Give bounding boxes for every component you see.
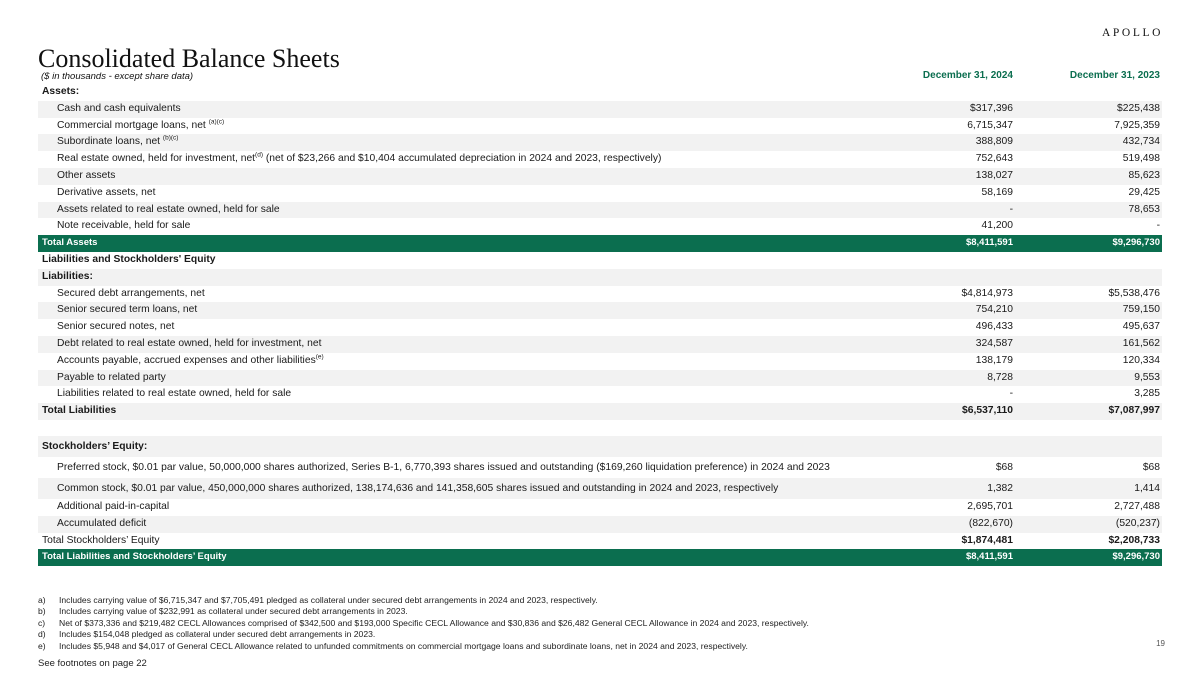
table-row — [38, 436, 1162, 457]
row-label-text: Preferred stock, $0.01 par value, 50,000,000 shares authorized, Series B-1, 6,770,393 shares issued and outstanding ($169,260 liquidation preference) in 2024 and 2023 — [57, 461, 830, 473]
footnotes — [38, 595, 809, 652]
row-label-continuation: (net of $23,266 and $10,404 accumulated depreciation in 2024 and 2023, respectively) — [263, 153, 662, 165]
row-label-text: Total Stockholders’ Equity — [42, 534, 160, 546]
value-2024: 2,695,701 — [967, 500, 1013, 512]
row-label — [38, 370, 875, 387]
row-label-text: Accumulated deficit — [57, 517, 147, 529]
value-2023: $9,296,730 — [1112, 551, 1160, 563]
value-2023: 519,498 — [1122, 153, 1160, 165]
table-row — [38, 101, 1162, 118]
row-label — [38, 516, 875, 533]
footnote-text: Net of $373,336 and $219,482 CECL Allowances comprised of $342,500 and $193,000 Specific CECL Allowance and $30,836 and $26,482 General CECL Allowance in 2024 and 2023, respectively. — [59, 617, 809, 628]
row-label-text: Secured debt arrangements, net — [57, 287, 205, 299]
value-2024: 41,200 — [981, 220, 1013, 232]
row-label — [38, 286, 875, 303]
row-label — [38, 478, 875, 499]
value-2024: 138,027 — [975, 169, 1013, 181]
table-row — [38, 168, 1162, 185]
value-2024: 754,210 — [975, 304, 1013, 316]
row-label-text: Assets: — [42, 86, 80, 97]
row-label-text: Assets related to real estate owned, held for sale — [57, 203, 280, 215]
apollo-logo: APOLLO — [1102, 27, 1163, 39]
row-label-text: Other assets — [57, 169, 116, 181]
value-2024 — [875, 84, 1015, 101]
row-label — [38, 202, 875, 219]
table-row — [38, 218, 1162, 235]
row-label — [38, 457, 875, 478]
footnote-text: Includes carrying value of $6,715,347 and $7,705,491 pledged as collateral under secured debt arrangements in 2024 and 2023, respectively. — [59, 595, 598, 605]
table-row — [38, 478, 1162, 499]
total-row — [38, 549, 1162, 566]
footnote-mark: a) — [38, 595, 46, 605]
footnote-text: Includes $154,048 pledged as collateral under secured debt arrangements in 2023. — [59, 629, 376, 640]
table-row — [38, 336, 1162, 353]
value-2023: 78,653 — [1128, 203, 1160, 215]
row-label-text: Total Assets — [42, 237, 98, 249]
footnote-text: Includes $5,948 and $4,017 of General CECL Allowance related to unfunded commitments on commercial mortgage loans and subordinate loans, net in 2024 and 2023, respectively. — [59, 640, 748, 651]
row-label-text: Accounts payable, accrued expenses and other liabilities — [57, 354, 316, 366]
row-label-text: Derivative assets, net — [57, 186, 156, 198]
table-row — [38, 533, 1162, 550]
value-2023: $9,296,730 — [1112, 237, 1160, 249]
value-2023: 9,553 — [1134, 371, 1160, 383]
value-2023: 2,727,488 — [1114, 500, 1160, 512]
row-label — [38, 336, 875, 353]
value-2024: $68 — [995, 461, 1013, 473]
value-2023: 85,623 — [1128, 169, 1160, 181]
value-2024: $317,396 — [970, 102, 1013, 114]
row-label — [38, 218, 875, 235]
value-2024: 324,587 — [975, 337, 1013, 349]
value-2024: $8,411,591 — [965, 551, 1013, 563]
value-2023: 120,334 — [1122, 354, 1160, 366]
value-2024: 388,809 — [975, 136, 1013, 148]
table-row — [38, 118, 1162, 135]
row-label-text: Total Liabilities — [42, 405, 117, 417]
value-2024: $4,814,973 — [961, 287, 1013, 299]
row-label — [38, 235, 875, 252]
value-2023: 161,562 — [1122, 337, 1160, 349]
value-2023: $2,208,733 — [1108, 534, 1160, 546]
value-2024: 1,382 — [987, 482, 1013, 494]
footnote-ref: (b)(c) — [162, 134, 179, 142]
row-label-text: Liabilities and Stockholders' Equity — [42, 253, 216, 265]
value-2024 — [875, 436, 1015, 457]
row-label — [38, 252, 875, 269]
footnote-mark: d) — [38, 629, 46, 640]
footnote-mark: b) — [38, 606, 46, 617]
table-row — [38, 516, 1162, 533]
value-2023 — [1021, 436, 1162, 457]
row-label-text: Liabilities: — [42, 270, 93, 282]
row-label — [38, 319, 875, 336]
table-row — [38, 403, 1162, 420]
row-label — [38, 185, 875, 202]
row-label — [38, 134, 875, 151]
row-label-text: Senior secured term loans, net — [57, 304, 198, 316]
value-2024: 6,715,347 — [967, 119, 1013, 131]
row-label — [38, 499, 875, 516]
value-2023: 432,734 — [1122, 136, 1160, 148]
row-label-text: Payable to related party — [57, 371, 166, 383]
table-row — [38, 286, 1162, 303]
value-2023 — [1021, 252, 1162, 269]
value-2024: 58,169 — [981, 186, 1013, 198]
row-label-text: Total Liabilities and Stockholders’ Equity — [42, 551, 227, 563]
value-2023 — [1021, 420, 1162, 436]
value-2023: $225,438 — [1117, 102, 1160, 114]
table-row — [38, 151, 1162, 168]
row-label — [38, 436, 875, 457]
row-label — [38, 101, 875, 118]
value-2023 — [1021, 84, 1162, 101]
row-label — [38, 403, 875, 420]
row-label — [38, 302, 875, 319]
value-2023: $7,087,997 — [1108, 405, 1160, 417]
value-2024: 8,728 — [987, 371, 1013, 383]
table-row — [38, 302, 1162, 319]
table-row — [38, 499, 1162, 516]
table-row — [38, 457, 1162, 478]
units-note: ($ in thousands - except share data) — [41, 71, 194, 82]
value-2023: - — [1156, 220, 1160, 232]
table-row — [38, 420, 1162, 436]
footnote — [38, 641, 809, 652]
value-2023: 3,285 — [1134, 388, 1160, 400]
row-label-text: Stockholders’ Equity: — [42, 440, 148, 452]
row-label-text: Commercial mortgage loans, net — [57, 119, 206, 131]
footnote — [38, 629, 809, 640]
footnote-mark: c) — [38, 617, 46, 628]
row-label-text: Note receivable, held for sale — [57, 220, 191, 232]
value-2023 — [1021, 269, 1162, 286]
row-label — [38, 353, 875, 370]
footnote-text: Includes carrying value of $232,991 as collateral under secured debt arrangements in 2023. — [59, 606, 408, 617]
footnote-mark: e) — [38, 640, 46, 651]
table-row — [38, 202, 1162, 219]
row-label-text: Real estate owned, held for investment, net — [57, 153, 256, 165]
value-2023: 1,414 — [1134, 482, 1160, 494]
page-title: Consolidated Balance Sheets — [38, 44, 340, 73]
row-label-text: Common stock, $0.01 par value, 450,000,000 shares authorized, 138,174,636 and 141,358,605 shares issued and outstanding in 2024 and 2023, respectively — [57, 482, 779, 494]
value-2023: 7,925,359 — [1114, 119, 1160, 131]
table-row — [38, 353, 1162, 370]
value-2024: $6,537,110 — [962, 405, 1013, 417]
row-label — [38, 118, 875, 135]
row-label-text: Senior secured notes, net — [57, 321, 175, 333]
value-2023: $5,538,476 — [1108, 287, 1160, 299]
row-label-text: Debt related to real estate owned, held for investment, net — [57, 337, 322, 349]
row-label — [38, 84, 875, 101]
row-label — [38, 533, 875, 550]
row-label-text: Cash and cash equivalents — [57, 102, 181, 114]
row-label-text: Liabilities related to real estate owned, held for sale — [57, 388, 292, 400]
footnote — [38, 618, 809, 629]
value-2023: 759,150 — [1122, 304, 1160, 316]
see-footnotes-note: See footnotes on page 22 — [38, 658, 147, 669]
row-label-text: Subordinate loans, net — [57, 136, 161, 148]
value-2024: (822,670) — [968, 517, 1013, 529]
value-2024 — [875, 269, 1015, 286]
row-label — [38, 269, 875, 286]
row-label — [38, 151, 875, 168]
value-2024: - — [1009, 388, 1013, 400]
column-header-2023: December 31, 2023 — [1069, 70, 1160, 81]
value-2023: 29,425 — [1128, 186, 1160, 198]
table-row — [38, 134, 1162, 151]
balance-sheet-table — [38, 84, 1162, 566]
value-2024: $1,874,481 — [961, 534, 1013, 546]
row-label-text: Additional paid-in-capital — [57, 500, 170, 512]
value-2023: $68 — [1142, 461, 1160, 473]
table-row — [38, 319, 1162, 336]
row-label — [38, 549, 875, 566]
value-2024: 752,643 — [975, 153, 1013, 165]
value-2023: (520,237) — [1115, 517, 1160, 529]
footnote-ref: (d) — [255, 151, 263, 159]
table-row — [38, 269, 1162, 286]
row-label — [38, 386, 875, 403]
table-row — [38, 252, 1162, 269]
value-2024 — [875, 252, 1015, 269]
row-label — [38, 420, 875, 436]
value-2024: 496,433 — [975, 321, 1013, 333]
table-row — [38, 370, 1162, 387]
footnote — [38, 606, 809, 617]
value-2024 — [875, 420, 1015, 436]
page-number: 19 — [1156, 639, 1165, 648]
table-row — [38, 185, 1162, 202]
column-header-2024: December 31, 2024 — [922, 70, 1013, 81]
footnote — [38, 595, 809, 606]
table-row — [38, 84, 1162, 101]
table-row — [38, 386, 1162, 403]
row-label — [38, 168, 875, 185]
footnote-ref: (a)(c) — [208, 118, 225, 126]
value-2024: - — [1009, 203, 1013, 215]
value-2024: 138,179 — [975, 354, 1013, 366]
total-row — [38, 235, 1162, 252]
value-2023: 495,637 — [1122, 321, 1160, 333]
footnote-ref: (e) — [315, 353, 324, 361]
value-2024: $8,411,591 — [965, 237, 1013, 249]
